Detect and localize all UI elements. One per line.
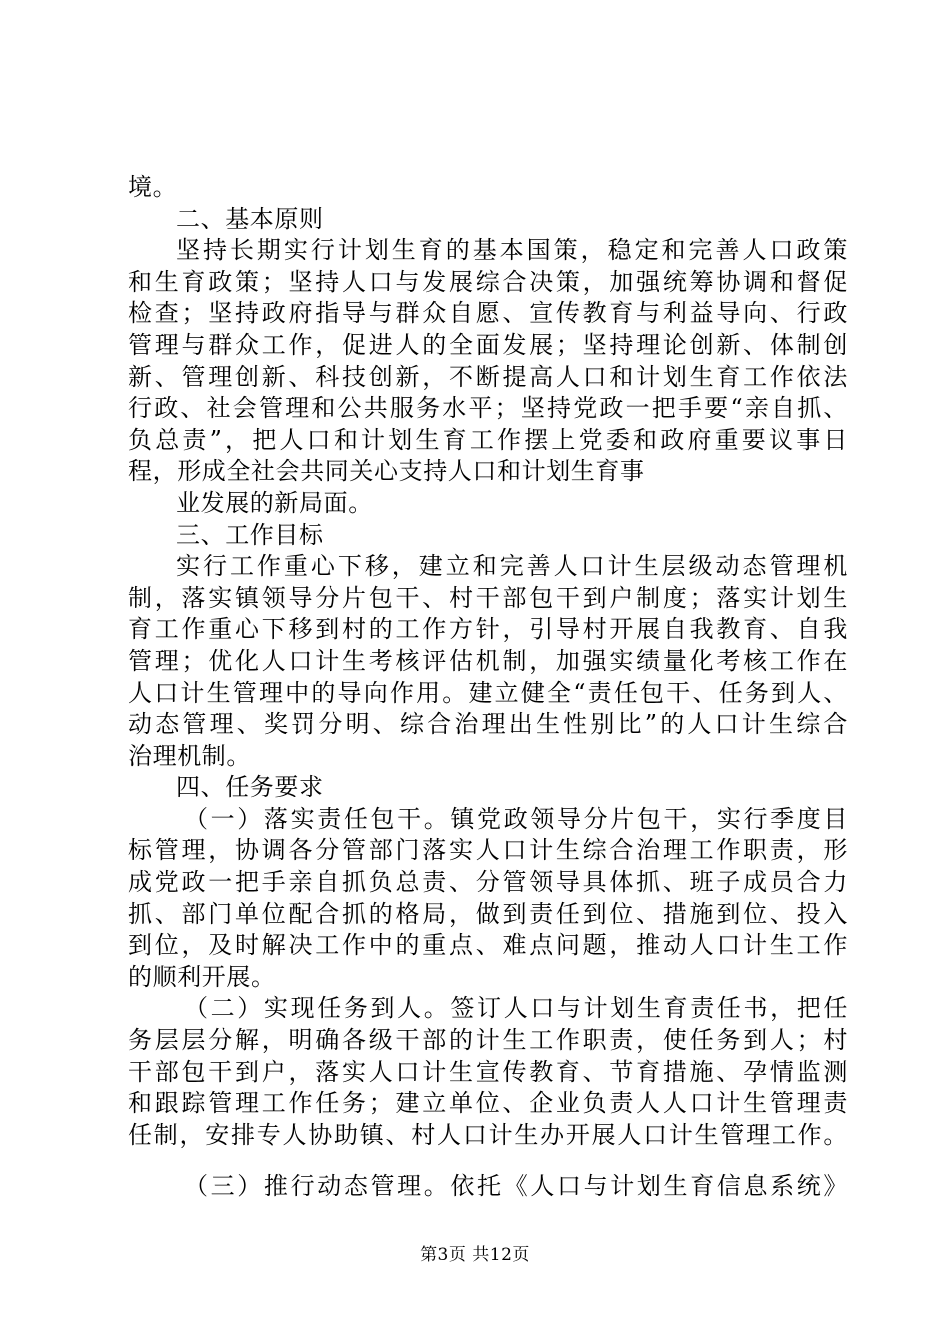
text-line: 抓、部门单位配合抓的格局，做到责任到位、措施到位、投入: [128, 899, 848, 928]
text-line: 程，形成全社会共同关心支持人口和计划生育事: [128, 457, 645, 486]
text-line: 新、管理创新、科技创新，不断提高人口和计划生育工作依法: [128, 362, 848, 391]
text-line: 任制，安排专人协助镇、村人口计生办开展人口计生管理工作。: [128, 1120, 848, 1149]
text-line: 管理；优化人口计生考核评估机制，加强实绩量化考核工作在: [128, 646, 848, 675]
text-line: 动态管理、奖罚分明、综合治理出生性别比”的人口计生综合: [128, 710, 848, 739]
text-line: 实行工作重心下移，建立和完善人口计生层级动态管理机: [176, 552, 848, 581]
text-line: 干部包干到户，落实人口计生宣传教育、节育措施、孕情监测: [128, 1057, 848, 1086]
text-line: 三、工作目标: [176, 520, 324, 549]
text-line: 标管理，协调各分管部门落实人口计生综合治理工作职责，形: [128, 836, 848, 865]
text-line: 治理机制。: [128, 741, 251, 770]
text-line: 成党政一把手亲自抓负总责、分管领导具体抓、班子成员合力: [128, 868, 848, 897]
text-line: 负总责”，把人口和计划生育工作摆上党委和政府重要议事日: [128, 425, 848, 454]
text-line: 管理与群众工作，促进人的全面发展；坚持理论创新、体制创: [128, 330, 848, 359]
text-line: 境。: [128, 173, 178, 201]
text-line: 检查；坚持政府指导与群众自愿、宣传教育与利益导向、行政: [128, 299, 848, 328]
text-line: 的顺利开展。: [128, 962, 276, 991]
text-line: 制，落实镇领导分片包干、村干部包干到户制度；落实计划生: [128, 583, 848, 612]
text-line: 人口计生管理中的导向作用。建立健全“责任包干、任务到人、: [128, 678, 848, 707]
paragraph-gap: [128, 1151, 848, 1171]
page-footer: 第3页 共12页: [420, 1245, 530, 1265]
text-line: 育工作重心下移到村的工作方针，引导村开展自我教育、自我: [128, 615, 848, 644]
text-line: 务层层分解，明确各级干部的计生工作职责，使任务到人；村: [128, 1026, 848, 1055]
document-body: [128, 172, 848, 1203]
text-line: 和生育政策；坚持人口与发展综合决策，加强统筹协调和督促: [128, 267, 848, 296]
text-line: （一）落实责任包干。镇党政领导分片包干，实行季度目: [184, 804, 848, 833]
text-line: （二）实现任务到人。签订人口与计划生育责任书，把任: [184, 994, 848, 1023]
text-line: 到位，及时解决工作中的重点、难点问题，推动人口计生工作: [128, 931, 848, 960]
text-line: 和跟踪管理工作任务；建立单位、企业负责人人口计生管理责: [128, 1089, 848, 1118]
text-line: 二、基本原则: [176, 204, 324, 233]
text-line: 四、任务要求: [176, 773, 324, 802]
text-line: 行政、社会管理和公共服务水平；坚持党政一把手要“亲自抓、: [128, 394, 848, 423]
text-line: （三）推行动态管理。依托《人口与计划生育信息系统》: [184, 1172, 848, 1201]
text-line: 业发展的新局面。: [176, 488, 373, 517]
text-line: 坚持长期实行计划生育的基本国策，稳定和完善人口政策: [176, 236, 848, 265]
